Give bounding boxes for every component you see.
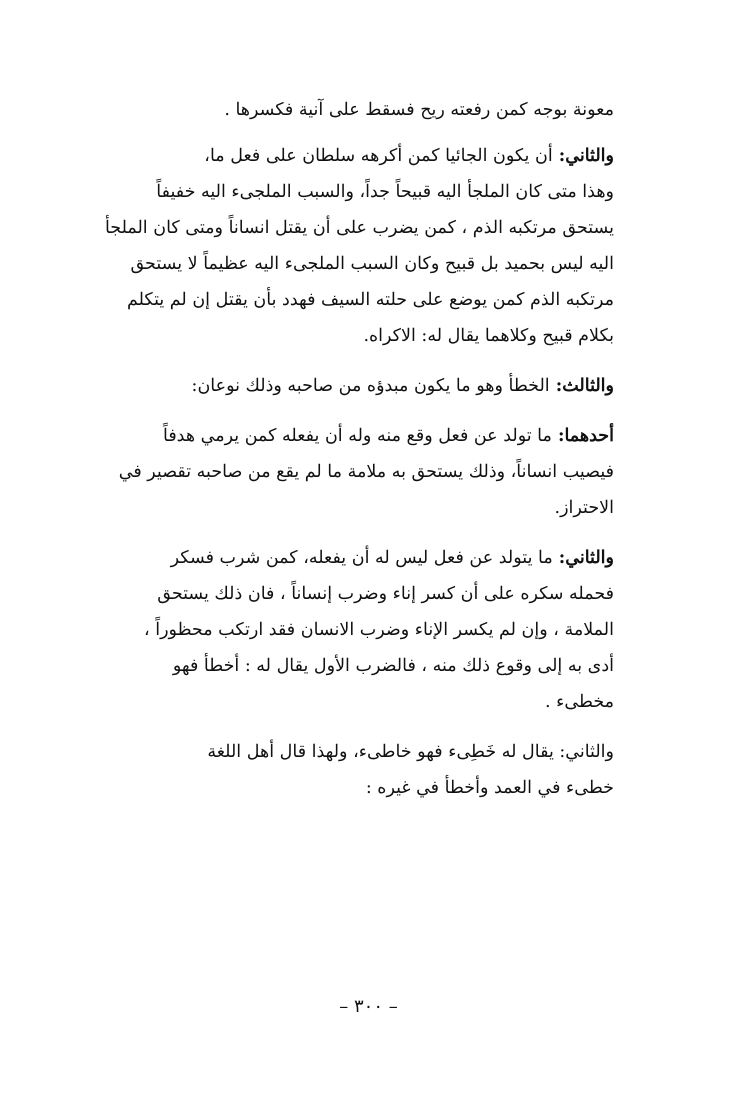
paragraph-lead: والثالث: bbox=[549, 376, 614, 396]
text-line: اليه ليس بحميد بل قبيح وكان السبب الملجىء اليه عظيماً لا يستحق bbox=[130, 254, 614, 274]
page-body bbox=[96, 92, 614, 820]
page-number: – ٣٠٠ – bbox=[339, 996, 398, 1017]
text-line: مرتكبه الذم كمن يوضع على حلته السيف فهدد بأن يقتل إن لم يتكلم bbox=[126, 290, 614, 310]
text-run: الخطأ وهو ما يكون مبدؤه من صاحبه وذلك نوعان: bbox=[191, 376, 550, 396]
paragraph-2 bbox=[96, 138, 614, 354]
paragraph-6 bbox=[96, 734, 614, 806]
text-line: فحمله سكره على أن كسر إناء وضرب إنساناً ، فان ذلك يستحق bbox=[157, 584, 614, 604]
text-run: ما يتولد عن فعل ليس له أن يفعله، كمن شرب فسكر bbox=[170, 548, 553, 568]
text-line: مخطىء . bbox=[545, 692, 614, 712]
paragraph-4 bbox=[96, 418, 614, 526]
text-run: أن يكون الجائيا كمن أكرهه سلطان على فعل ما، bbox=[204, 146, 553, 166]
text-line: يستحق مرتكبه الذم ، كمن يضرب على أن يقتل انساناً ومتى كان الملجأ bbox=[104, 218, 614, 238]
text-line: خطىء في العمد وأخطأ في غيره : bbox=[365, 778, 614, 798]
text-line: والثاني: يقال له خَطِىء فهو خاطىء، ولهذا قال أهل اللغة bbox=[207, 742, 614, 762]
paragraph-lead: والثاني: bbox=[552, 548, 614, 568]
text-line bbox=[96, 138, 614, 174]
paragraph-1 bbox=[96, 92, 614, 128]
text-line: معونة بوجه كمن رفعته ريح فسقط على آنية فكسرها . bbox=[224, 100, 614, 120]
text-line bbox=[96, 418, 614, 454]
text-line: فيصيب انساناً، وذلك يستحق به ملامة ما لم يقع من صاحبه تقصير في bbox=[118, 462, 614, 482]
text-line bbox=[96, 368, 614, 404]
text-run: ما تولد عن فعل وقع منه وله أن يفعله كمن يرمي هدفاً bbox=[162, 426, 552, 446]
paragraph-lead: أحدهما: bbox=[551, 426, 614, 446]
text-line bbox=[96, 540, 614, 576]
paragraph-5 bbox=[96, 540, 614, 720]
paragraph-lead: والثاني: bbox=[552, 146, 614, 166]
text-line: الاحتراز. bbox=[554, 498, 614, 518]
text-line: بكلام قبيح وكلاهما يقال له: الاكراه. bbox=[363, 326, 614, 346]
paragraph-3 bbox=[96, 368, 614, 404]
text-line: وهذا متى كان الملجأ اليه قبيحاً جداً، والسبب الملجىء اليه خفيفاً bbox=[156, 182, 614, 202]
text-line: الملامة ، وإن لم يكسر الإناء وضرب الانسان فقد ارتكب محظوراً ، bbox=[144, 620, 614, 640]
text-line: أدى به إلى وقوع ذلك منه ، فالضرب الأول يقال له : أخطأ فهو bbox=[172, 656, 614, 676]
